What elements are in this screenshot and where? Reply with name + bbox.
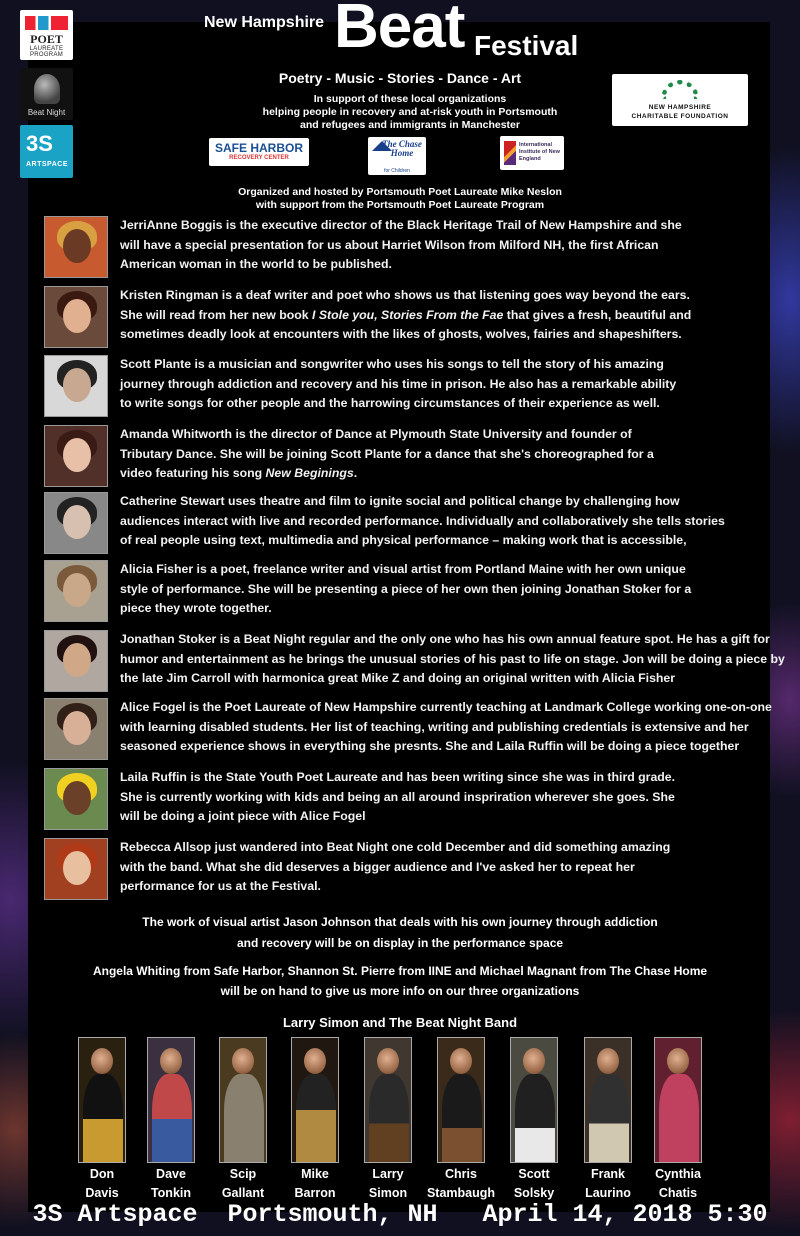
support-line: In support of these local organizations	[313, 93, 507, 105]
bio-line: will have a special presentation for us about Harriet Wilson from Milford NH, the first African	[120, 237, 659, 252]
bio-line: journey through addiction and recovery and his time in prison. He also has a remarkable ability	[120, 376, 677, 391]
nh-charitable-foundation-logo	[612, 74, 748, 126]
bio-line: She is currently working with kids and being an all around inspriration wherever she goes. She	[120, 789, 675, 804]
bio-line: Jonathan Stoker is a Beat Night regular and the only one who has his own annual feature spot. He has a gift for	[120, 632, 770, 646]
bio-line: style of performance. She will be presenting a piece of her own then joining Jonathan Stoker for a	[120, 581, 692, 596]
poet-logo-line1: POET	[30, 32, 63, 46]
face	[63, 851, 91, 885]
body	[589, 1074, 629, 1163]
performer-alice-fogel	[44, 698, 772, 762]
bio-line: seasoned experience shows in everything she presnts. She and Laila Ruffin will be doing a piece together	[120, 739, 740, 753]
band-member-photo	[147, 1037, 195, 1163]
bio-text: that gives a fresh, beautiful and	[506, 307, 692, 322]
face	[63, 781, 91, 815]
first-name: Mike	[301, 1167, 329, 1181]
last-name: Simon	[368, 1186, 408, 1200]
bio-text: video featuring his song	[120, 466, 263, 480]
face	[63, 299, 91, 333]
artspace-logo	[20, 125, 73, 178]
band-member-photo	[510, 1037, 558, 1163]
organized-line: with support from the Portsmouth Poet Laureate Program	[255, 199, 545, 211]
bio-line: humor and entertainment as he brings the unusual stories of his past to life on stage. Jon will be doing a piece by	[120, 651, 785, 666]
performer-photo	[44, 286, 108, 348]
performer-photo	[44, 838, 108, 900]
performer-bio	[120, 560, 764, 619]
head	[667, 1048, 689, 1074]
performer-photo	[44, 698, 108, 760]
body	[515, 1074, 555, 1163]
head	[597, 1048, 619, 1074]
iine-logo-text: International Institute of New England	[519, 142, 560, 162]
bio-line: to write songs for other people and the harrowing circumstances of their experience as well.	[120, 396, 660, 410]
note-line: and recovery will be on display in the performance space	[236, 936, 564, 950]
head	[91, 1048, 113, 1074]
last-name: Davis	[85, 1186, 119, 1200]
first-name: Chris	[445, 1167, 477, 1181]
band-member-photo	[437, 1037, 485, 1163]
bio-line: performance for us at the Festival.	[120, 879, 321, 893]
performer-rebecca-allsop	[44, 838, 764, 902]
band-member-name	[205, 1165, 281, 1203]
face	[63, 438, 91, 472]
poet-logo-line2: LAUREATE PROGRAM	[29, 46, 64, 58]
head	[523, 1048, 545, 1074]
tagline: Poetry - Music - Stories - Dance - Art	[278, 70, 522, 86]
body	[83, 1074, 123, 1163]
support-line: helping people in recovery and at-risk youth in Portsmouth	[262, 106, 558, 118]
performer-bio	[120, 286, 764, 345]
band-member-photo	[219, 1037, 267, 1163]
first-name: Frank	[590, 1167, 626, 1181]
face	[63, 643, 91, 677]
performer-photo	[44, 492, 108, 554]
iine-logo	[500, 136, 564, 170]
body	[224, 1074, 264, 1163]
performer-jerrianne-boggis	[44, 216, 764, 280]
performer-bio	[120, 768, 764, 827]
bio-line: JerriAnne Boggis is the executive director of the Black Heritage Trail of New Hampshire and she	[120, 218, 682, 232]
band-member-name	[277, 1165, 353, 1203]
performer-photo	[44, 355, 108, 417]
face	[63, 368, 91, 402]
performer-laila-ruffin	[44, 768, 764, 832]
face	[63, 573, 91, 607]
first-name: Don	[89, 1167, 115, 1181]
bio-line: sometimes deadly look at encounters with the likes of ghosts, wolves, fairies and shapeshifters.	[120, 327, 682, 341]
performer-scott-plante	[44, 355, 764, 419]
bio-line: of real people using text, multimedia and physical performance – making work that is accessible,	[120, 533, 687, 547]
last-name: Gallant	[221, 1186, 265, 1200]
face	[63, 229, 91, 263]
head	[160, 1048, 182, 1074]
nhcf-line1: NEW HAMPSHIRE	[648, 104, 712, 111]
body	[659, 1074, 699, 1163]
bio-line: American woman in the world to be published.	[120, 257, 392, 271]
band-member-name	[350, 1165, 426, 1203]
first-name: Cynthia	[655, 1167, 701, 1181]
bio-line: Scott Plante is a musician and songwriter who uses his songs to tell the story of his amazing	[120, 357, 664, 371]
note-line: The work of visual artist Jason Johnson that deals with his own journey through addiction	[142, 915, 658, 929]
bio-line: Tributary Dance. She will be joining Scott Plante for a dance that she's choreographed for a	[120, 446, 654, 461]
safe-harbor-line1: SAFE HARBOR	[214, 141, 303, 155]
performer-photo	[44, 425, 108, 487]
performer-photo	[44, 560, 108, 622]
first-name: Scott	[518, 1167, 550, 1181]
band-member-name	[133, 1165, 209, 1203]
title-new-hampshire: New Hampshire	[204, 14, 325, 31]
safe-harbor-line2: RECOVERY CENTER	[229, 155, 289, 161]
face	[63, 505, 91, 539]
performer-bio	[120, 355, 764, 414]
bio-line: Amanda Whitworth is the director of Dance at Plymouth State University and founder of	[120, 427, 632, 441]
song-title: New Beginings	[265, 466, 354, 480]
band-member-name	[640, 1165, 716, 1203]
band-member-name	[496, 1165, 572, 1203]
artspace-logo-big: 3S	[26, 131, 53, 156]
performer-bio	[120, 630, 785, 689]
last-name: Solsky	[513, 1186, 555, 1200]
art-display-note	[100, 912, 700, 954]
artspace-logo-small: ARTSPACE	[26, 161, 68, 168]
last-name: Laurino	[585, 1186, 631, 1200]
body	[369, 1074, 409, 1163]
performer-alicia-fisher	[44, 560, 764, 624]
poet-laureate-logo	[20, 10, 73, 60]
last-name: Tonkin	[150, 1186, 192, 1200]
band-member-photo	[654, 1037, 702, 1163]
bio-line	[120, 464, 764, 484]
performer-photo	[44, 216, 108, 278]
performer-bio	[120, 492, 764, 551]
performer-amanda-whitworth	[44, 425, 764, 489]
performer-jonathan-stoker	[44, 630, 785, 694]
beat-night-logo-text: Beat Night	[27, 108, 66, 117]
band-member-name	[64, 1165, 140, 1203]
bio-line: Laila Ruffin is the State Youth Poet Laureate and has been writing since she was in third grade.	[120, 770, 676, 784]
bio-line: Rebecca Allsop just wandered into Beat Night one cold December and did something amazing	[120, 840, 671, 854]
bio-text: She will read from her new book	[120, 307, 309, 322]
support-line: and refugees and immigrants in Manchester	[300, 119, 520, 131]
bio-text: .	[353, 466, 358, 480]
bio-line: will be doing a joint piece with Alice Fogel	[120, 809, 366, 823]
event-details-footer: 3S Artspace Portsmouth, NH April 14, 2018 5:30	[32, 1200, 768, 1229]
chase-home-line2: for Children	[384, 168, 410, 174]
body	[152, 1074, 192, 1163]
organizations-note	[60, 961, 740, 1001]
bio-line: Catherine Stewart uses theatre and film to ignite social and political change by challenging how	[120, 494, 680, 508]
title-festival: Festival	[474, 30, 579, 61]
iine-swoosh-icon	[504, 141, 516, 165]
band-member-name	[570, 1165, 646, 1203]
bio-line: Alice Fogel is the Poet Laureate of New Hampshire currently teaching at Landmark College working one-on-one	[120, 700, 772, 714]
safe-harbor-logo	[209, 138, 309, 166]
title-beat: Beat	[334, 0, 465, 61]
note-line: will be on hand to give us more info on our three organizations	[220, 984, 580, 998]
band-member-photo	[78, 1037, 126, 1163]
book-title: I Stole you, Stories From the Fae	[312, 307, 504, 322]
band-member-name	[423, 1165, 499, 1203]
chase-home-logo	[368, 137, 426, 175]
bio-line: Alicia Fisher is a poet, freelance writer and visual artist from Portland Maine with her own unique	[120, 562, 686, 576]
body	[296, 1074, 336, 1163]
chase-home-line1: The Chase Home	[382, 139, 422, 158]
first-name: Larry	[372, 1167, 404, 1181]
performer-kristen-ringman	[44, 286, 764, 350]
bio-line: piece they wrote together.	[120, 601, 272, 615]
bio-line: audiences interact with live and recorded performance. Individually and collaboratively she tells stories	[120, 513, 725, 528]
head	[377, 1048, 399, 1074]
nhcf-line2: CHARITABLE FOUNDATION	[631, 113, 729, 120]
organized-line: Organized and hosted by Portsmouth Poet Laureate Mike Neslon	[238, 186, 562, 198]
performer-bio	[120, 216, 764, 275]
head	[304, 1048, 326, 1074]
head	[450, 1048, 472, 1074]
bio-line: the late Jim Carroll with harmonica great Mike Z and doing an original written with Alicia Fisher	[120, 671, 676, 685]
bio-line: with learning disabled students. Her list of teaching, writing and publishing credentials is extensive and her	[120, 719, 749, 734]
bio-line: Kristen Ringman is a deaf writer and poet who shows us that listening goes way beyond the ears.	[120, 288, 690, 302]
note-line: Angela Whiting from Safe Harbor, Shannon St. Pierre from IINE and Michael Magnant from The Chase Home	[92, 964, 708, 978]
first-name: Scip	[229, 1167, 257, 1181]
performer-bio	[120, 698, 772, 757]
band-member-photo	[584, 1037, 632, 1163]
band-member-photo	[291, 1037, 339, 1163]
first-name: Dave	[156, 1167, 186, 1181]
face	[63, 711, 91, 745]
logo-color-bars	[25, 16, 68, 30]
performer-bio	[120, 425, 764, 484]
last-name: Stambaugh	[426, 1186, 496, 1200]
organized-by-text	[160, 186, 640, 212]
performer-catherine-stewart	[44, 492, 764, 556]
performer-photo	[44, 768, 108, 830]
bio-line: with the band. What she did deserves a bigger audience and I've asked her to repeat her	[120, 859, 635, 874]
performer-photo	[44, 630, 108, 692]
last-name: Chatis	[658, 1186, 698, 1200]
nhcf-arc-icon	[661, 80, 699, 99]
support-text	[200, 93, 620, 132]
band-title: Larry Simon and The Beat Night Band	[282, 1015, 518, 1030]
head	[232, 1048, 254, 1074]
band-member-photo	[364, 1037, 412, 1163]
performer-bio	[120, 838, 764, 897]
body	[442, 1074, 482, 1163]
last-name: Barron	[294, 1186, 336, 1200]
bio-line	[120, 306, 764, 326]
